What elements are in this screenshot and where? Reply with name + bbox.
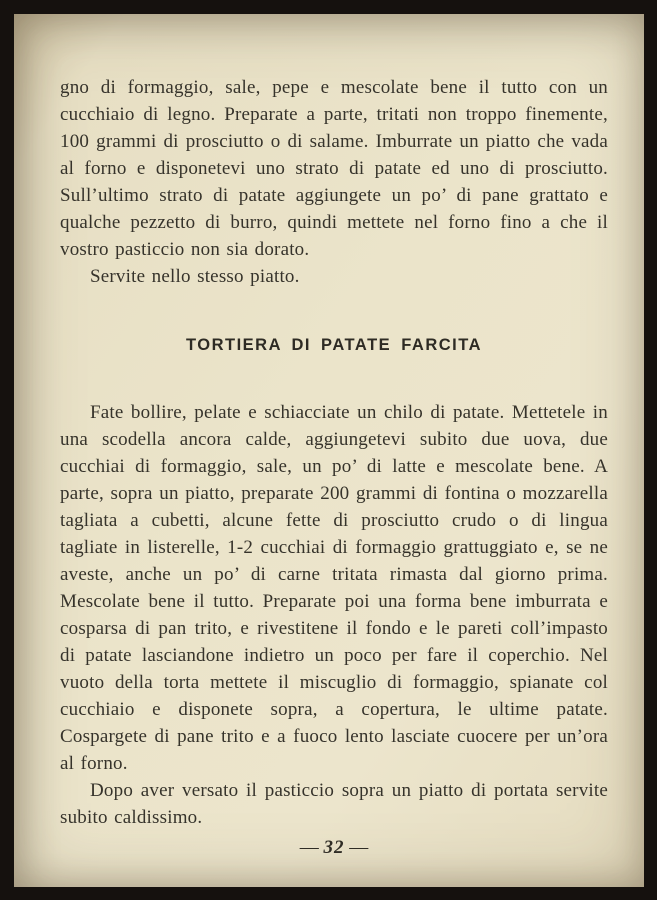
page-number-dash-right: — — [349, 837, 369, 858]
continuation-paragraph: gno di formaggio, sale, pepe e mescolate bene il tutto con un cucchiaio di legno. Preparate a parte, tritati non troppo finemente, 100 grammi di prosciutto o di salame. Imburrate un piatto che vada al forno e disponetevi uno strato di patate ed uno di prosciutto. Sull’ultimo strato di patate aggiungete un po’ di pane grattato e qualche pezzetto di burro, quindi mettete nel forno fino a che il vostro pasticcio non sia dorato. — [60, 77, 608, 260]
page-number — [60, 837, 608, 873]
serve-line-paragraph: Servite nello stesso piatto. — [90, 266, 300, 287]
recipe-paragraph: Fate bollire, pelate e schiacciate un chilo di patate. Mettetele in una scodella ancora calde, aggiungetevi subito due uova, due cucchiai di formaggio, sale, un po’ di latte e mescolate bene. A parte, sopra un piatto, preparate 200 grammi di fontina o mozzarella tagliata a cubetti, alcune fette di prosciutto crudo o di lingua tagliate in listerelle, 1-2 cucchiai di formaggio grattuggiato e, se ne aveste, anche un po’ di carne tritata rimasta dal giorno prima. Mescolate bene il tutto. Preparate poi una forma bene imburrata e cosparsa di pan trito, e rivestitene il fondo e le pareti coll’impasto di patate lasciandone indietro un poco per fare il coperchio. Nel vuoto della torta mettete il miscuglio di formaggio, spianate col cucchiaio e disponete sopra, a copertura, le ultime patate. Cospargete di pane trito e a fuoco lento lasciate cuocere per un’ora al forno. — [60, 402, 608, 774]
closing-paragraph: Dopo aver versato il pasticcio sopra un piatto di portata servite subito caldissimo. — [60, 780, 608, 828]
text-block — [60, 74, 608, 837]
page-number-dash-left: — — [299, 837, 319, 858]
page-number-value: 32 — [323, 837, 345, 858]
book-page — [14, 14, 644, 887]
recipe-title: TORTIERA DI PATATE FARCITA — [185, 336, 483, 354]
